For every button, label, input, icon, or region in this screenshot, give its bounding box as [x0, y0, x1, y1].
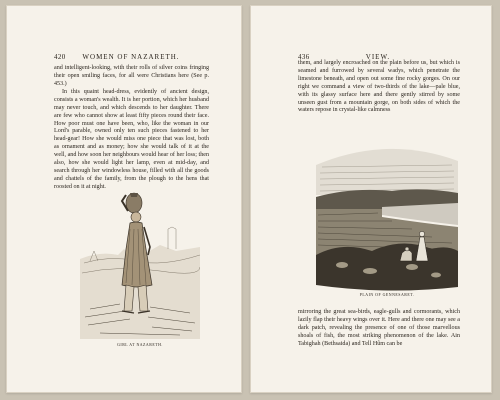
left-page	[6, 5, 242, 393]
left-paragraph-1: and intelligent-looking, with their rolls of silver coins fringing their open smiling faces, for all were Christians here (See p. 453.)	[54, 65, 209, 87]
right-paragraph-1: them, and largely encroached on the plain before us, but which is seamed and furrowed by several wadys, which penetrate the limestone beneath, and open out some fine rocky gorges. On our right we command a view of two-thirds of the lake—pale blue, with its glassy surface here and there gently stirred by some unseen gust from a mountain gorge, on both sides of which the waters repose in crystal-like calmness	[298, 60, 460, 114]
right-body-text-bottom	[298, 309, 460, 349]
girl-at-nazareth-illustration	[80, 189, 200, 339]
right-running-head: VIEW.	[365, 53, 391, 61]
plain-illustration-caption: PLAIN OF GENNESARET.	[359, 293, 415, 297]
left-running-head: WOMEN OF NAZARETH.	[82, 53, 180, 61]
plain-of-gennesaret-illustration	[312, 125, 462, 295]
right-page	[250, 5, 492, 393]
girl-illustration-caption: GIRL AT NAZARETH.	[117, 343, 163, 347]
left-page-number: 420	[54, 53, 66, 61]
left-paragraph-2: In this quaint head-dress, evidently of ancient design, consists a woman's wealth. It is her portion, which her husband may never touch, and which descends to her daughter. There are few who cannot show at least fifty pieces round their face. How poor must one have been, who, like the woman in our Lord's parable, owned only ten such pieces fastened to her head-gear! How she would miss one piece that was lost, both as ornament and as money; how she would talk of it at the well, and how soon her neighbours would hear of her loss; then also, how she would light her lamp, even at mid-day, and search through her windowless house, filled with all the goods and chattels of the family, from the plough to the hens that roosted on it at night.	[54, 88, 209, 190]
right-body-text-top	[298, 60, 460, 116]
left-body-text	[54, 65, 209, 192]
right-page-number: 436	[298, 53, 310, 61]
right-paragraph-2: mirroring the great sea-birds, eagle-gulls and cormorants, which lazily flap their heavy wings over it. Here and there one may see a dark patch, revealing the presence of one of those marvellous shoals of fish, the most striking phenomenon of the lake. Ain Tabighah (Bethsaida) and Tell Hûm can be	[298, 309, 460, 347]
